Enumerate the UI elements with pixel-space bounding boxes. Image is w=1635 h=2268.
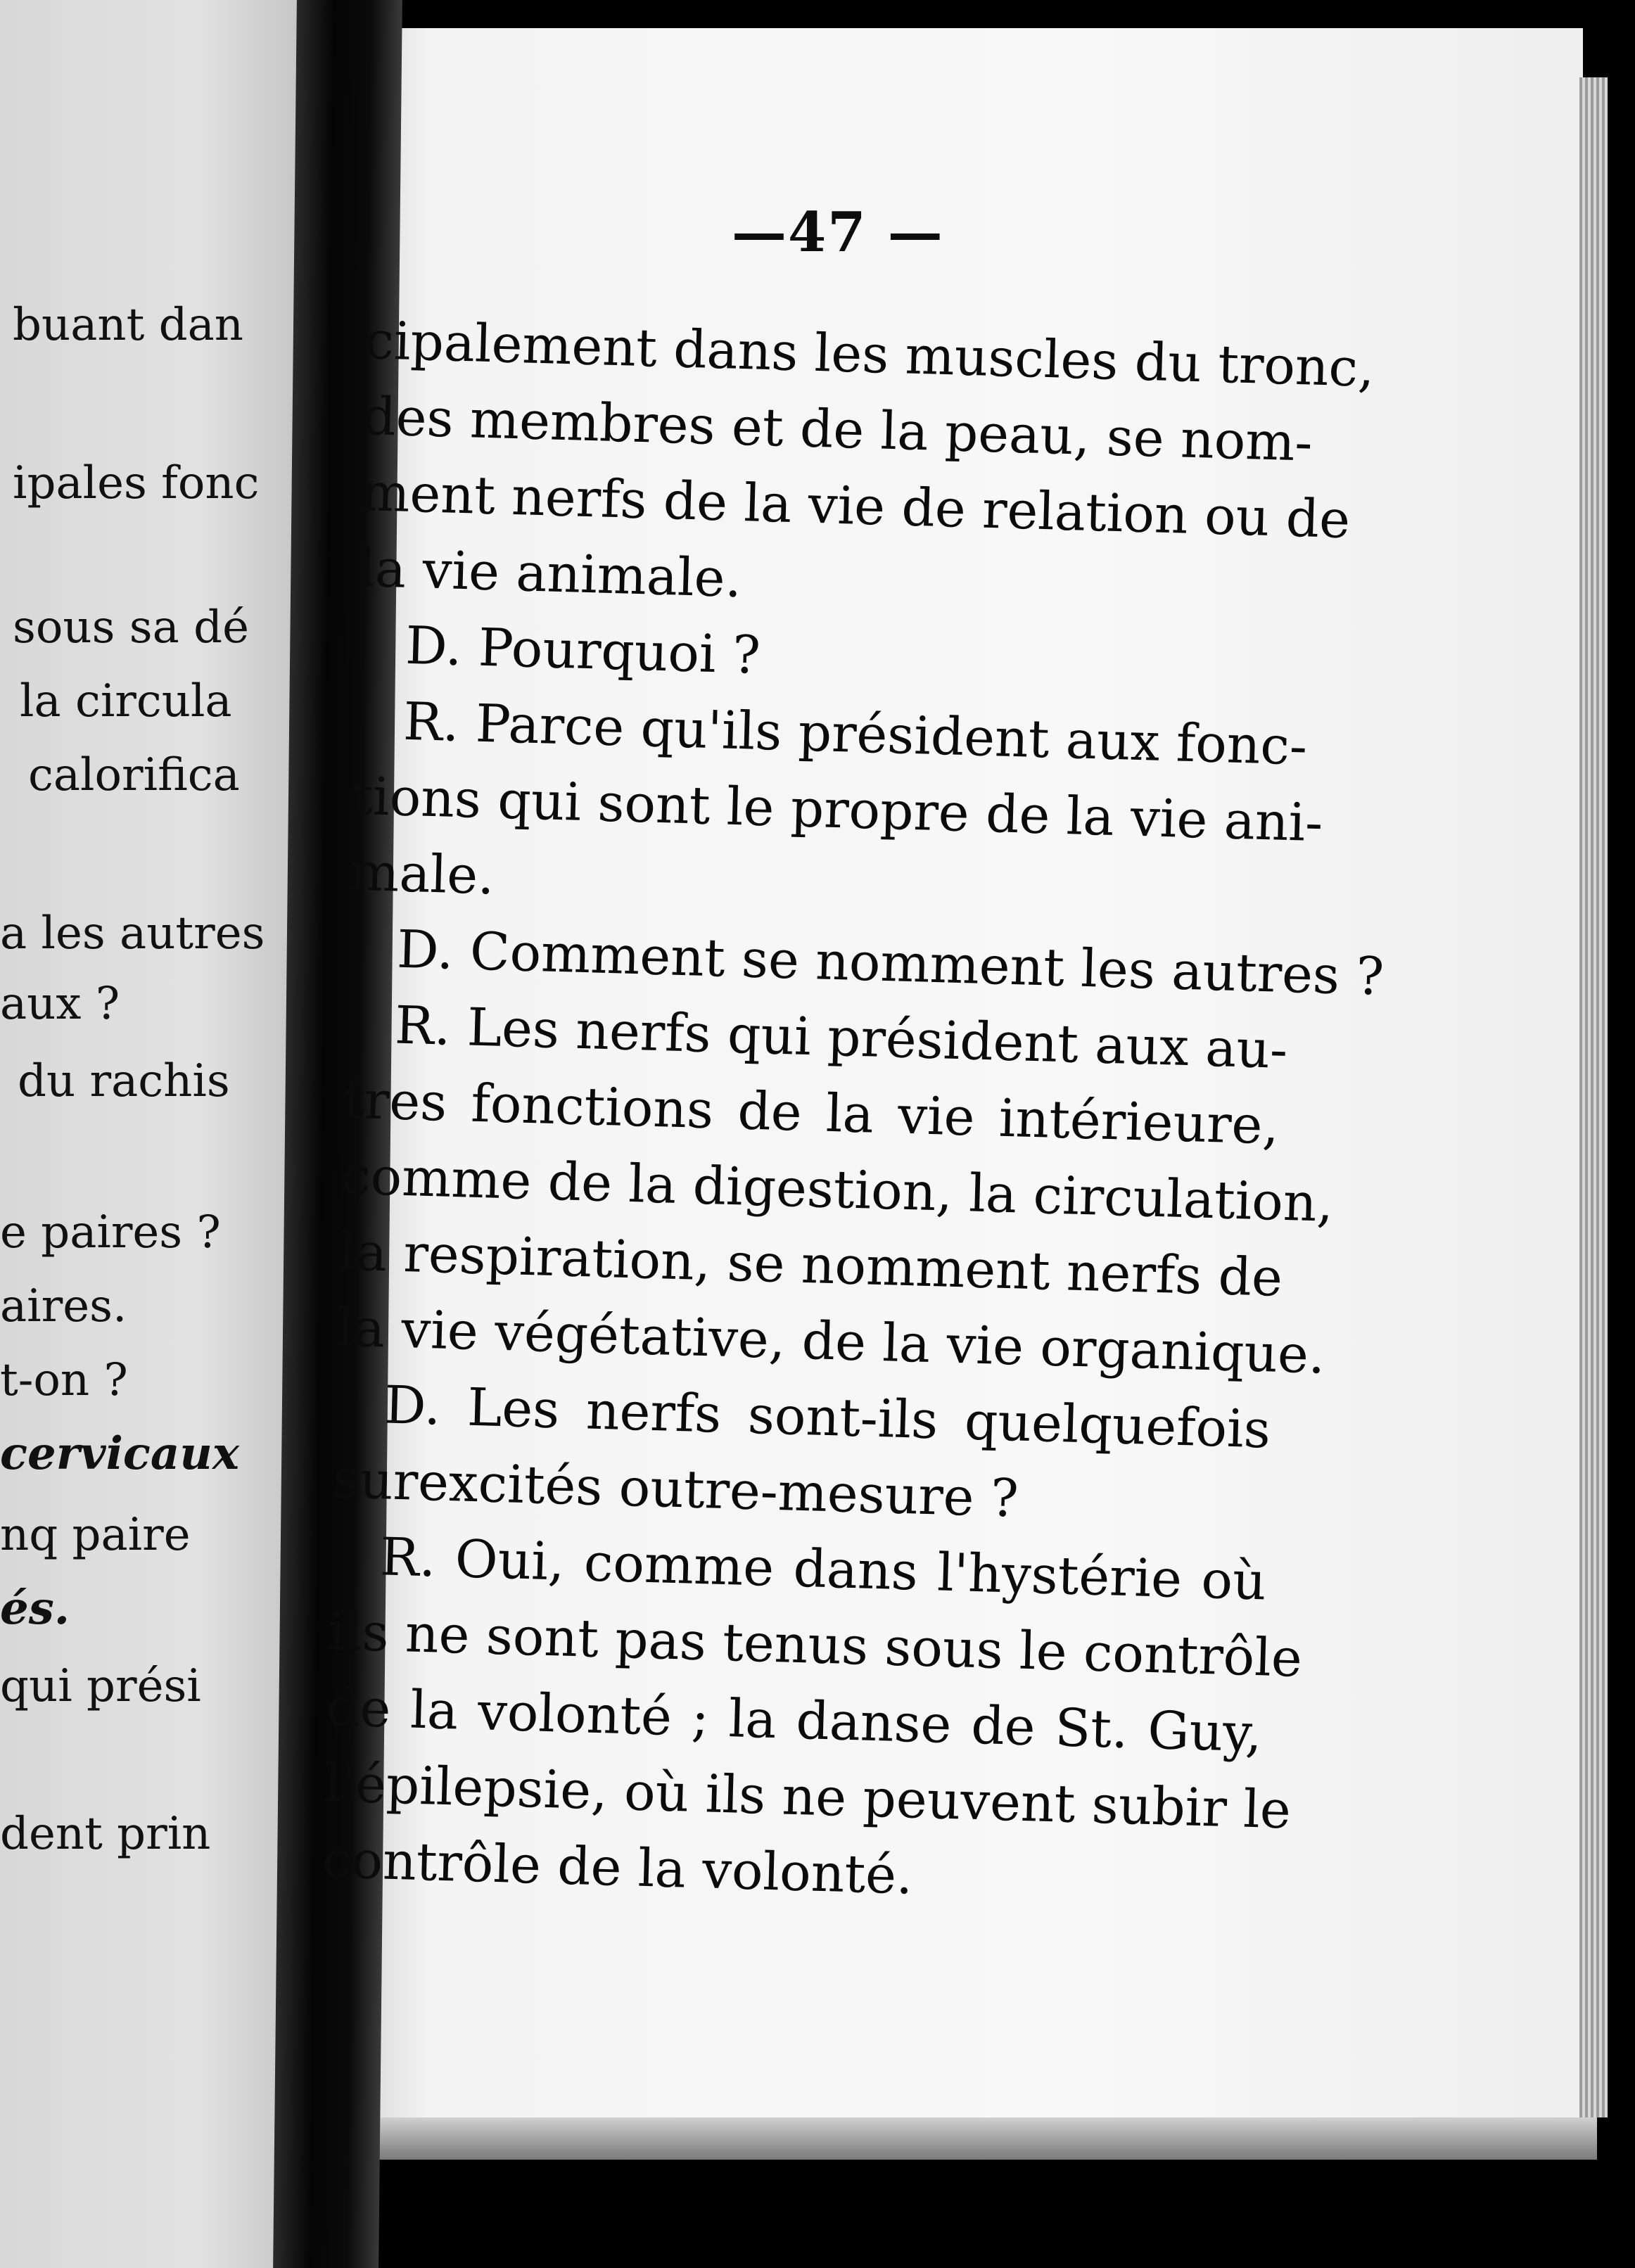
question-line: D. Pourquoi ?	[405, 615, 761, 686]
left-line: sous sa dé	[13, 601, 249, 654]
text-line: la vie animale.	[357, 537, 743, 610]
answer-line: R. Parce qu'ils président aux fonc-	[402, 691, 1309, 777]
left-line: la circula	[20, 675, 232, 727]
text-line: comme de la digestion, la circulation,	[341, 1145, 1335, 1234]
text-line: ils ne sont pas tenus sous le contrôle	[328, 1601, 1303, 1689]
text-line: tions qui sont le propre de la vie ani-	[351, 765, 1324, 854]
answer-line: R. Oui, comme dans l'hystérie où	[379, 1527, 1267, 1612]
text-line: surexcités outre-mesure ?	[332, 1449, 1019, 1529]
text-line: des membres et de la peau, se nom-	[362, 386, 1313, 473]
text-line: l'épilepsie, où ils ne peuvent subir le	[323, 1753, 1292, 1841]
left-line: buant dan	[13, 299, 243, 351]
page-edge	[1579, 77, 1608, 2117]
question-line: D. Comment se nomment les autres ?	[396, 919, 1385, 1007]
left-line: aux ?	[0, 978, 120, 1030]
left-line: du rachis	[18, 1055, 230, 1107]
left-line: qui prési	[0, 1660, 201, 1712]
book-bottom-edge	[331, 2117, 1597, 2160]
left-line: és.	[0, 1582, 70, 1635]
body-text	[321, 302, 1385, 1923]
question-line: D. Les nerfs sont-ils quelquefois	[383, 1375, 1271, 1460]
text-line: la vie végétative, de la vie organique.	[336, 1297, 1326, 1386]
text-line: male.	[349, 841, 495, 907]
left-line: e paires ?	[0, 1206, 221, 1259]
left-line: t-on ?	[0, 1354, 128, 1406]
text-line: ment nerfs de la vie de relation ou de	[360, 461, 1351, 551]
left-line: a les autres	[0, 907, 265, 960]
page-number: —47 —	[732, 200, 944, 265]
answer-line: R. Les nerfs qui président aux au-	[394, 995, 1289, 1081]
left-line: calorifica	[28, 749, 240, 801]
left-line: aires.	[0, 1280, 127, 1332]
text-line: cipalement dans les muscles du tronc,	[364, 310, 1375, 400]
text-line: contrôle de la volonté.	[321, 1829, 914, 1906]
text-line: tres fonctions de la vie intérieure,	[343, 1069, 1280, 1157]
text-line: de la volonté ; la danse de St. Guy,	[326, 1677, 1263, 1764]
left-line: cervicaux	[0, 1427, 240, 1480]
left-line: dent prin	[0, 1808, 211, 1860]
left-line: nq paire	[0, 1509, 191, 1561]
text-line: la respiration, se nomment nerfs de	[338, 1221, 1284, 1308]
left-line: ipales fonc	[13, 457, 260, 509]
